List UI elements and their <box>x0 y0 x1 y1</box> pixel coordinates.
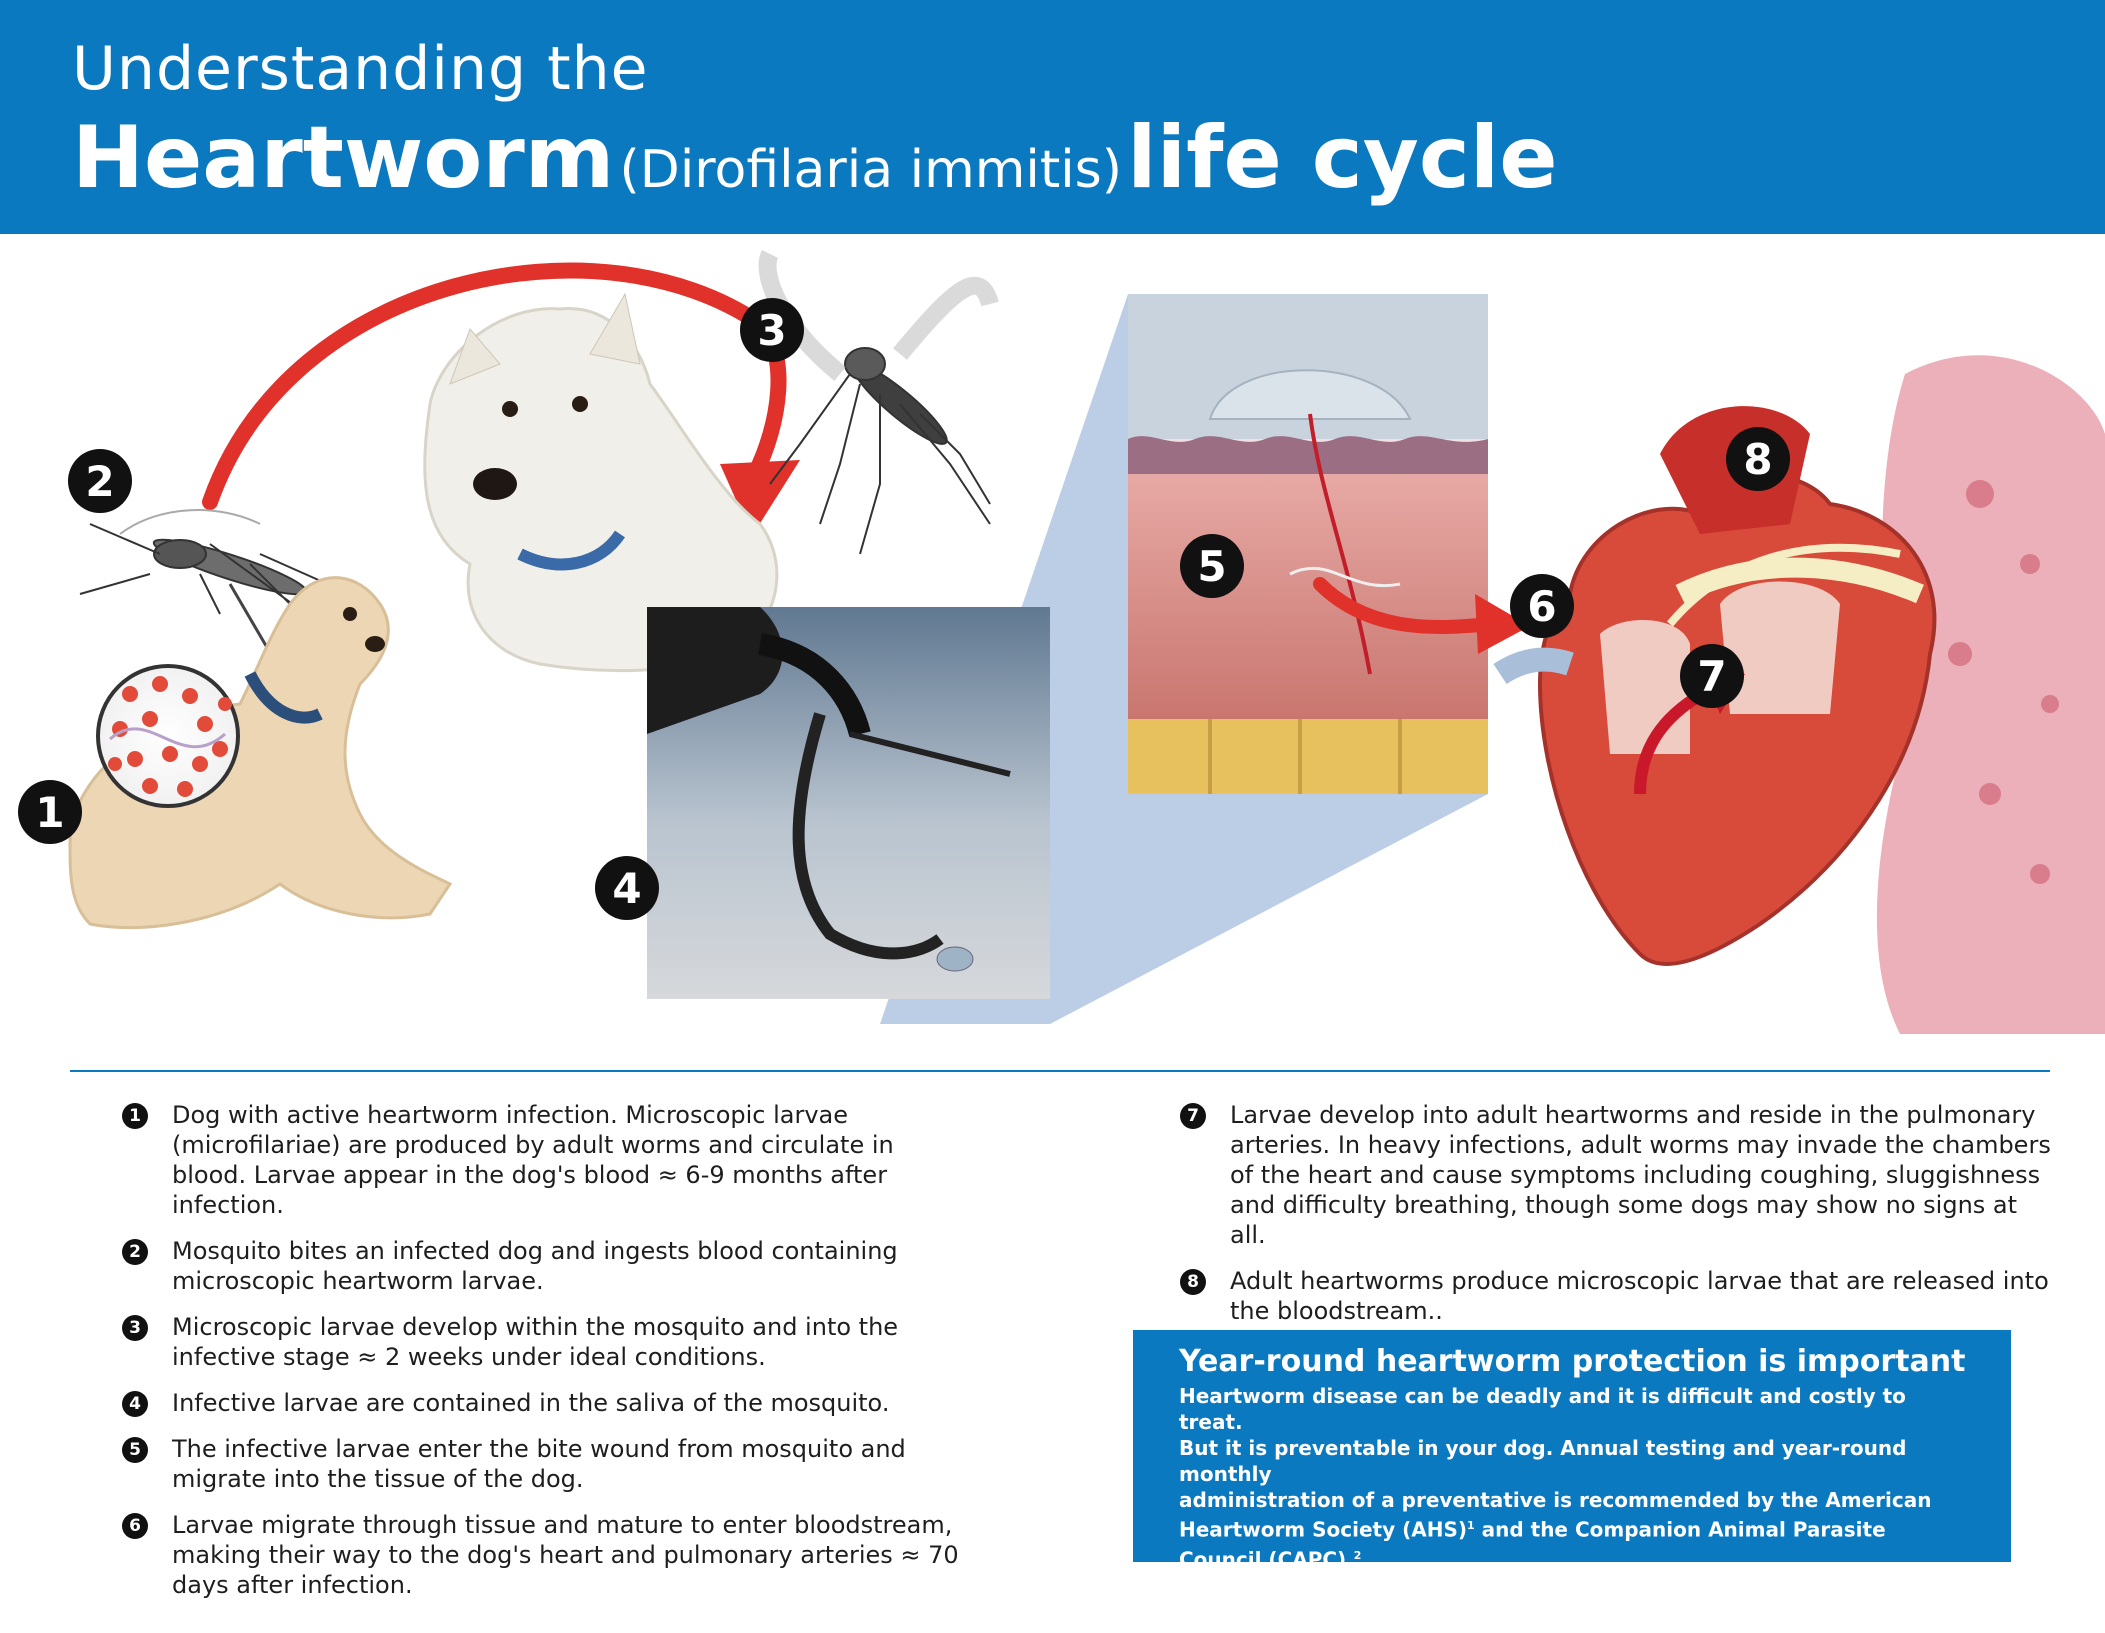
callout-line-3: administration of a preventative is recommended by the American <box>1179 1488 1932 1512</box>
callout-line-4a: Heartworm Society (AHS) <box>1179 1517 1467 1542</box>
svg-text:8: 8 <box>1743 435 1773 484</box>
svg-text:4: 4 <box>612 864 642 913</box>
blood-sample-magnifier <box>98 666 238 806</box>
footnote-2-mark: 2 <box>1179 1608 1186 1622</box>
skin-cross-section-image <box>1128 294 1488 794</box>
step-item <box>1180 1266 2060 1326</box>
step-number-4: 4 <box>122 1391 148 1417</box>
life-cycle-illustration <box>0 234 2105 1034</box>
marker-3 <box>740 298 804 362</box>
title-end: life cycle <box>1127 108 1558 208</box>
step-item <box>122 1312 962 1372</box>
section-divider <box>70 1070 2050 1072</box>
protection-callout-box <box>1133 1330 2011 1629</box>
step-number-1: 1 <box>122 1103 148 1129</box>
step-item <box>122 1236 962 1296</box>
callout-sup-1: 1 <box>1467 1519 1475 1532</box>
footnote-1 <box>1179 1572 1965 1602</box>
svg-text:6: 6 <box>1527 582 1557 631</box>
marker-7 <box>1680 644 1744 708</box>
step-number-2: 2 <box>122 1239 148 1265</box>
footnote-1-link[interactable]: www.heartwormsociety.org <box>1186 1579 1403 1599</box>
callout-line-2: But it is preventable in your dog. Annual testing and year-round monthly <box>1179 1436 1907 1486</box>
step-text-5: The infective larvae enter the bite wound from mosquito and migrate into the tissue of the dog. <box>172 1435 906 1493</box>
marker-5 <box>1180 534 1244 598</box>
title-main: Heartworm <box>72 108 615 208</box>
marker-4 <box>595 856 659 920</box>
step-item <box>122 1434 962 1494</box>
footnote-1-mark: 1 <box>1179 1578 1186 1592</box>
mosquito-flying-image <box>768 254 990 554</box>
step-text-3: Microscopic larvae develop within the mosquito and into the infective stage ≈ 2 weeks under ideal conditions. <box>172 1313 899 1371</box>
step-text-6: Larvae migrate through tissue and mature to enter bloodstream, making their way to the dog's heart and pulmonary arteries ≈ 70 days after infection. <box>172 1511 959 1599</box>
title-latin: (Dirofilaria immitis) <box>619 140 1123 200</box>
callout-line-4 <box>1179 1513 1965 1572</box>
step-number-3: 3 <box>122 1315 148 1341</box>
svg-text:3: 3 <box>757 306 787 355</box>
steps-list-right <box>1180 1100 2060 1342</box>
step-number-6: 6 <box>122 1513 148 1539</box>
step-text-1: Dog with active heartworm infection. Microscopic larvae (microfilariae) are produced by adult worms and circulate in blood. Larvae appear in the dog's blood ≈ 6-9 months after infection. <box>172 1101 894 1219</box>
callout-sup-2: 2 <box>1353 1548 1362 1562</box>
step-item <box>122 1100 962 1220</box>
callout-line-4b: and the Companion Animal Parasite Council (CAPC). <box>1179 1517 1886 1572</box>
footnote-2-link[interactable]: www.petsandparasites.org <box>1186 1609 1399 1629</box>
step-item <box>122 1388 962 1418</box>
step-item <box>122 1510 962 1600</box>
step-number-8: 8 <box>1180 1269 1206 1295</box>
svg-text:1: 1 <box>35 788 65 837</box>
step-text-8: Adult heartworms produce microscopic larvae that are released into the bloodstream.. <box>1230 1267 2049 1325</box>
svg-text:5: 5 <box>1197 542 1227 591</box>
callout-line-1: Heartworm disease can be deadly and it is difficult and costly to treat. <box>1179 1384 1906 1434</box>
step-text-4: Infective larvae are contained in the saliva of the mosquito. <box>172 1389 890 1417</box>
footnote-2 <box>1179 1603 1965 1633</box>
header-banner <box>0 0 2105 234</box>
page-title <box>72 108 1558 208</box>
step-number-7: 7 <box>1180 1103 1206 1129</box>
steps-list-left <box>122 1100 962 1616</box>
proboscis-closeup-image <box>647 607 1050 999</box>
marker-1 <box>18 780 82 844</box>
step-text-7: Larvae develop into adult heartworms and reside in the pulmonary arteries. In heavy infections, adult worms may invade the chambers of the heart and cause symptoms including coughing, sluggishness and difficulty breathing, though some dogs may show no signs at all. <box>1230 1101 2051 1249</box>
callout-heading: Year-round heartworm protection is important <box>1179 1344 1966 1379</box>
header-subtitle: Understanding the <box>72 34 649 104</box>
svg-text:7: 7 <box>1697 652 1727 701</box>
marker-2 <box>68 449 132 513</box>
marker-6 <box>1510 574 1574 638</box>
step-item <box>1180 1100 2060 1250</box>
step-text-2: Mosquito bites an infected dog and ingests blood containing microscopic heartworm larvae. <box>172 1237 898 1295</box>
heart-and-lungs-image <box>1500 355 2105 1034</box>
marker-8 <box>1726 427 1790 491</box>
step-number-5: 5 <box>122 1437 148 1463</box>
svg-text:2: 2 <box>85 457 115 506</box>
